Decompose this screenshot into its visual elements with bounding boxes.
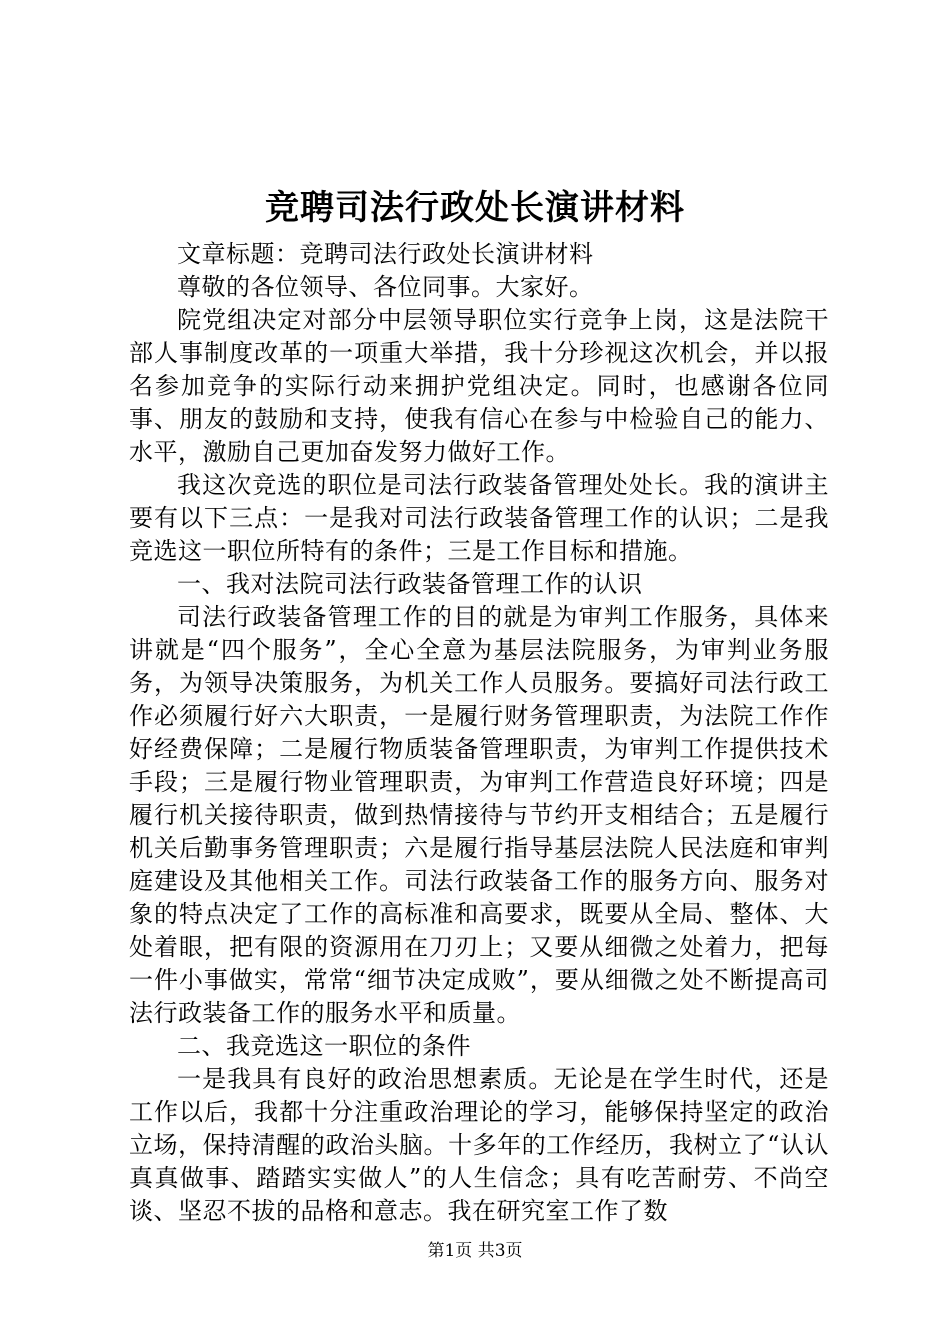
greeting-paragraph: 尊敬的各位领导、各位同事。大家好。 [177,273,594,301]
section-heading: 一、我对法院司法行政装备管理工作的认识 [177,570,643,598]
section-heading: 二、我竞选这一职位的条件 [177,1032,471,1060]
body-paragraph: 一是我具有良好的政治思想素质。无论是在学生时代，还是工作以后，我都十分注重政治理论的学习，能够保持坚定的政治立场，保持清醒的政治头脑。十多年的工作经历，我树立了“认认真真做事、踏踏实实做人”的人生信念；具有吃苦耐劳、不尚空谈、坚忍不拔的品格和意志。我在研究室工作了数 [129,1065,829,1225]
article-title-line: 文章标题：竞聘司法行政处长演讲材料 [177,240,594,268]
page-footer: 第1页 共3页 [427,1241,523,1261]
document-body [129,238,829,1228]
document-title: 竞聘司法行政处长演讲材料 [265,188,685,228]
body-paragraph: 司法行政装备管理工作的目的就是为审判工作服务，具体来讲就是“四个服务”，全心全意为基层法院服务，为审判业务服务，为领导决策服务，为机关工作人员服务。要搞好司法行政工作必须履行好六大职责，一是履行财务管理职责，为法院工作作好经费保障；二是履行物质装备管理职责，为审判工作提供技术手段；三是履行物业管理职责，为审判工作营造良好环境；四是履行机关接待职责，做到热情接待与节约开支相结合；五是履行机关后勤事务管理职责；六是履行指导基层法院人民法庭和审判庭建设及其他相关工作。司法行政装备工作的服务方向、服务对象的特点决定了工作的高标准和高要求，既要从全局、整体、大处着眼，把有限的资源用在刀刃上；又要从细微之处着力，把每一件小事做实，常常“细节决定成败”，要从细微之处不断提高司法行政装备工作的服务水平和质量。 [129,603,829,1027]
body-paragraph: 院党组决定对部分中层领导职位实行竞争上岗，这是法院干部人事制度改革的一项重大举措，我十分珍视这次机会，并以报名参加竞争的实际行动来拥护党组决定。同时，也感谢各位同事、朋友的鼓励和支持，使我有信心在参与中检验自己的能力、水平，激励自己更加奋发努力做好工作。 [129,306,829,466]
body-paragraph: 我这次竞选的职位是司法行政装备管理处处长。我的演讲主要有以下三点：一是我对司法行政装备管理工作的认识；二是我竞选这一职位所特有的条件；三是工作目标和措施。 [129,471,829,565]
